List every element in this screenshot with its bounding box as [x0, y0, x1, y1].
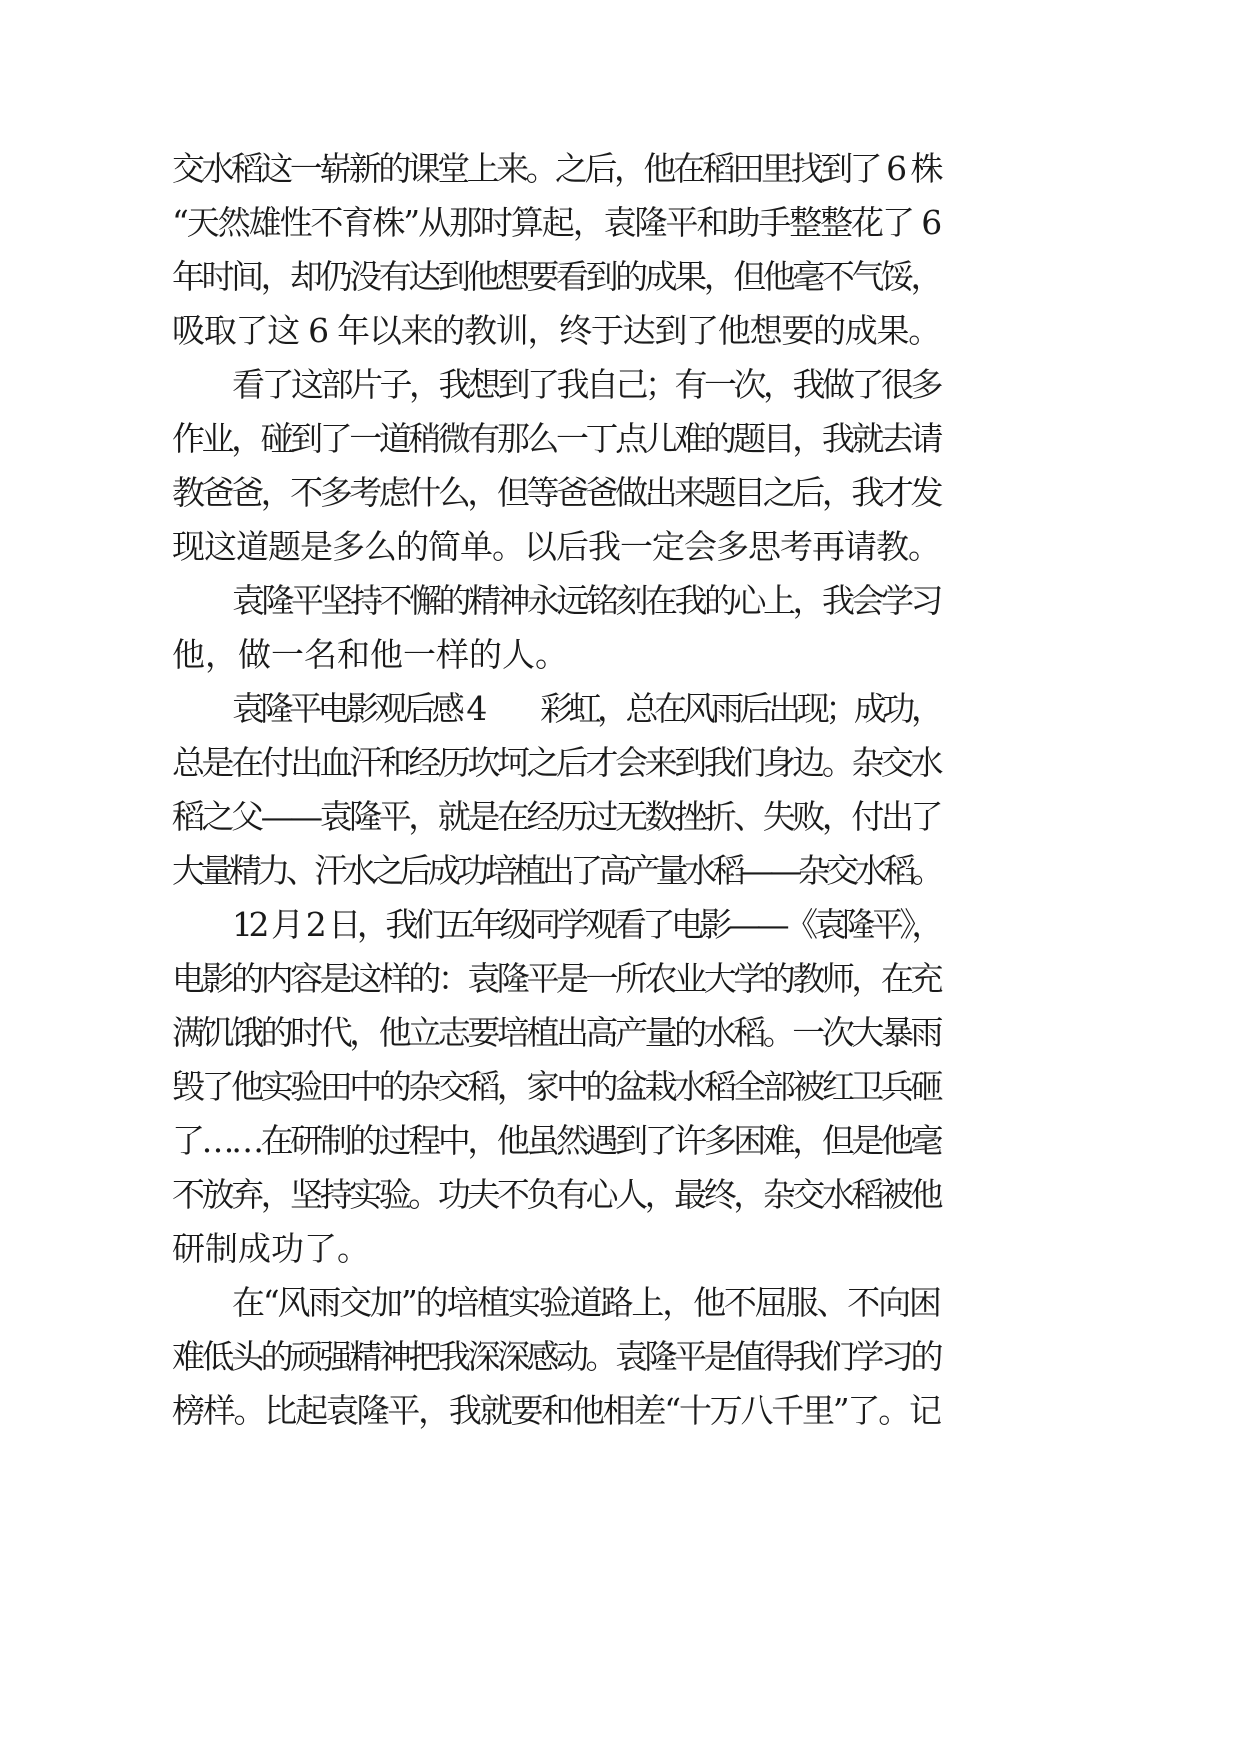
text-line-4: 吸取了这 6 年以来的教训，终于达到了他想要的成果。 [172, 311, 940, 350]
text-line-23: 难低头的顽强精神把我深深感动。袁隆平是值得我们学习的 [172, 1337, 941, 1376]
text-line-21: 研制成功了。 [172, 1229, 370, 1268]
text-line-11: 袁隆平电影观后感 4 彩虹，总在风雨后出现；成功， [232, 689, 940, 728]
text-line-14: 大量精力、汗水之后成功培植出了高产量水稻——杂交水稻。 [172, 851, 941, 890]
text-line-6: 作业，碰到了一道稍微有那么一丁点儿难的题目，我就去请 [172, 419, 941, 458]
text-line-24: 榜样。比起袁隆平，我就要和他相差“十万八千里”了。记 [172, 1391, 940, 1430]
text-line-18: 毁了他实验田中的杂交稻，家中的盆栽水稻全部被红卫兵砸 [172, 1067, 941, 1106]
text-line-8: 现这道题是多么的简单。以后我一定会多思考再请教。 [172, 527, 940, 566]
text-line-9: 袁隆平坚持不懈的精神永远铭刻在我的心上，我会学习 [232, 581, 940, 620]
text-line-15: 12 月 2 日，我们五年级同学观看了电影——《袁隆平》， [232, 905, 940, 944]
text-line-10: 他，做一名和他一样的人。 [172, 635, 568, 674]
text-line-1: 交水稻这一崭新的课堂上来。之后，他在稻田里找到了 6 株 [172, 149, 940, 188]
text-line-3: 年时间，却仍没有达到他想要看到的成果，但他毫不气馁， [172, 257, 941, 296]
text-line-2: “天然雄性不育株”从那时算起，袁隆平和助手整整花了 6 [172, 203, 941, 242]
text-line-16: 电影的内容是这样的：袁隆平是一所农业大学的教师，在充 [172, 959, 941, 998]
text-line-5: 看了这部片子，我想到了我自己；有一次，我做了很多 [232, 365, 940, 404]
text-line-7: 教爸爸，不多考虑什么，但等爸爸做出来题目之后，我才发 [172, 473, 941, 512]
text-line-19: 了……在研制的过程中，他虽然遇到了许多困难，但是他毫 [172, 1121, 941, 1160]
text-line-13: 稻之父——袁隆平，就是在经历过无数挫折、失败，付出了 [172, 797, 941, 836]
text-line-17: 满饥饿的时代，他立志要培植出高产量的水稻。一次大暴雨 [172, 1013, 941, 1052]
text-line-20: 不放弃，坚持实验。功夫不负有心人，最终，杂交水稻被他 [172, 1175, 941, 1214]
text-line-22: 在“风雨交加”的培植实验道路上，他不屈服、不向困 [232, 1283, 940, 1322]
text-line-12: 总是在付出血汗和经历坎坷之后才会来到我们身边。杂交水 [172, 743, 941, 782]
